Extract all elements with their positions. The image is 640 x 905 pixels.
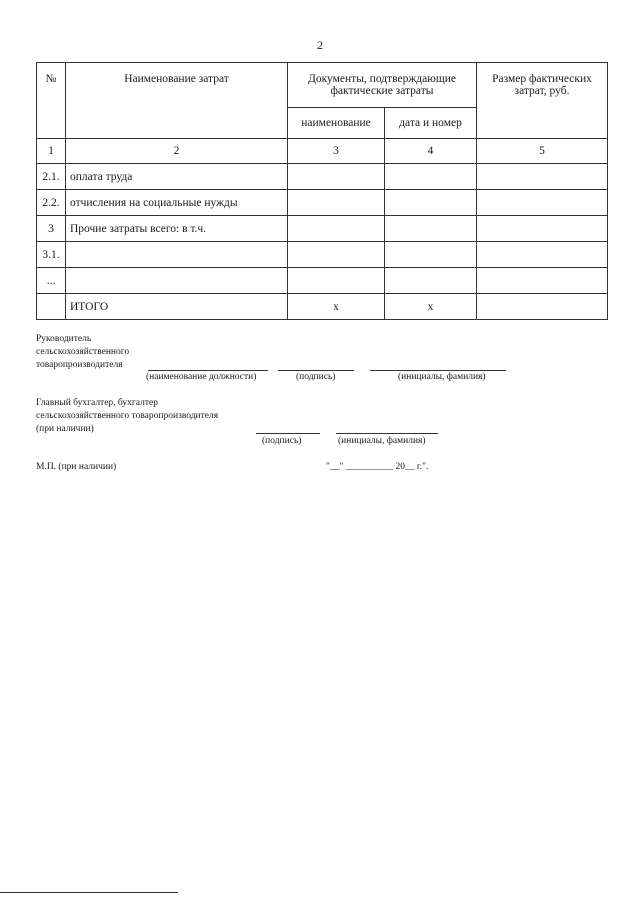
header-number: №: [37, 63, 66, 139]
column-number: 5: [477, 139, 608, 164]
row-number-cell: [37, 294, 66, 320]
header-document-name: наименование: [288, 108, 385, 139]
stamp-placeholder: М.П. (при наличии): [36, 462, 117, 472]
table-row: [37, 216, 608, 242]
head-position-caption: (наименование должности): [146, 372, 257, 382]
costs-table: [36, 62, 608, 320]
head-position-line: [148, 370, 268, 371]
amount-cell: [477, 242, 608, 268]
document-date-cell: [385, 164, 477, 190]
document-date-cell: [385, 216, 477, 242]
row-number-cell: ...: [37, 268, 66, 294]
table-body: [37, 164, 608, 320]
cost-name-cell: отчисления на социальные нужды: [66, 190, 288, 216]
head-signature-caption: (подпись): [296, 372, 336, 382]
document-name-cell: [288, 242, 385, 268]
document-name-cell: [288, 268, 385, 294]
document-name-cell: x: [288, 294, 385, 320]
head-label-line: Руководитель: [36, 334, 92, 344]
accountant-signature-line: [256, 433, 320, 434]
cost-name-cell: [66, 268, 288, 294]
table-row: [37, 190, 608, 216]
column-number-row: [37, 139, 608, 164]
page-number: 2: [317, 38, 323, 52]
head-label-line: сельскохозяйственного: [36, 347, 130, 357]
accountant-signature-caption: (подпись): [262, 436, 302, 446]
document-date-cell: [385, 242, 477, 268]
accountant-name-caption: (инициалы, фамилия): [338, 436, 426, 446]
accountant-label-line: (при наличии): [36, 424, 94, 434]
document-date-cell: [385, 268, 477, 294]
header-amount: Размер фактических затрат, руб.: [477, 63, 608, 139]
cost-name-cell: [66, 242, 288, 268]
document-name-cell: [288, 216, 385, 242]
accountant-label-line: Главный бухгалтер, бухгалтер: [36, 398, 158, 408]
table-row: [37, 268, 608, 294]
column-number: 1: [37, 139, 66, 164]
row-number-cell: 2.1.: [37, 164, 66, 190]
accountant-label-line: сельскохозяйственного товаропроизводителя: [36, 411, 219, 421]
head-name-line: [370, 370, 506, 371]
cost-name-cell: ИТОГО: [66, 294, 288, 320]
document-name-cell: [288, 190, 385, 216]
column-number: 4: [385, 139, 477, 164]
table-row: [37, 164, 608, 190]
amount-cell: [477, 294, 608, 320]
amount-cell: [477, 268, 608, 294]
header-cost-name: Наименование затрат: [66, 63, 288, 139]
cost-name-cell: Прочие затраты всего: в т.ч.: [66, 216, 288, 242]
table-row: [37, 294, 608, 320]
accountant-name-line: [336, 433, 438, 434]
head-name-caption: (инициалы, фамилия): [398, 372, 486, 382]
amount-cell: [477, 164, 608, 190]
head-label-line: товаропроизводителя: [36, 360, 123, 370]
amount-cell: [477, 190, 608, 216]
column-number: 2: [66, 139, 288, 164]
row-number-cell: 3: [37, 216, 66, 242]
table-header-row: [37, 63, 608, 108]
header-documents: Документы, подтверждающие фактические затраты: [288, 63, 477, 108]
column-number: 3: [288, 139, 385, 164]
document-date-cell: [385, 190, 477, 216]
cost-name-cell: оплата труда: [66, 164, 288, 190]
amount-cell: [477, 216, 608, 242]
footnote-divider: [0, 892, 178, 893]
head-signature-line: [278, 370, 354, 371]
row-number-cell: 2.2.: [37, 190, 66, 216]
header-document-date: дата и номер: [385, 108, 477, 139]
table-row: [37, 242, 608, 268]
date-field: "__" __________ 20__ г.".: [326, 462, 429, 472]
document-name-cell: [288, 164, 385, 190]
document-date-cell: x: [385, 294, 477, 320]
row-number-cell: 3.1.: [37, 242, 66, 268]
